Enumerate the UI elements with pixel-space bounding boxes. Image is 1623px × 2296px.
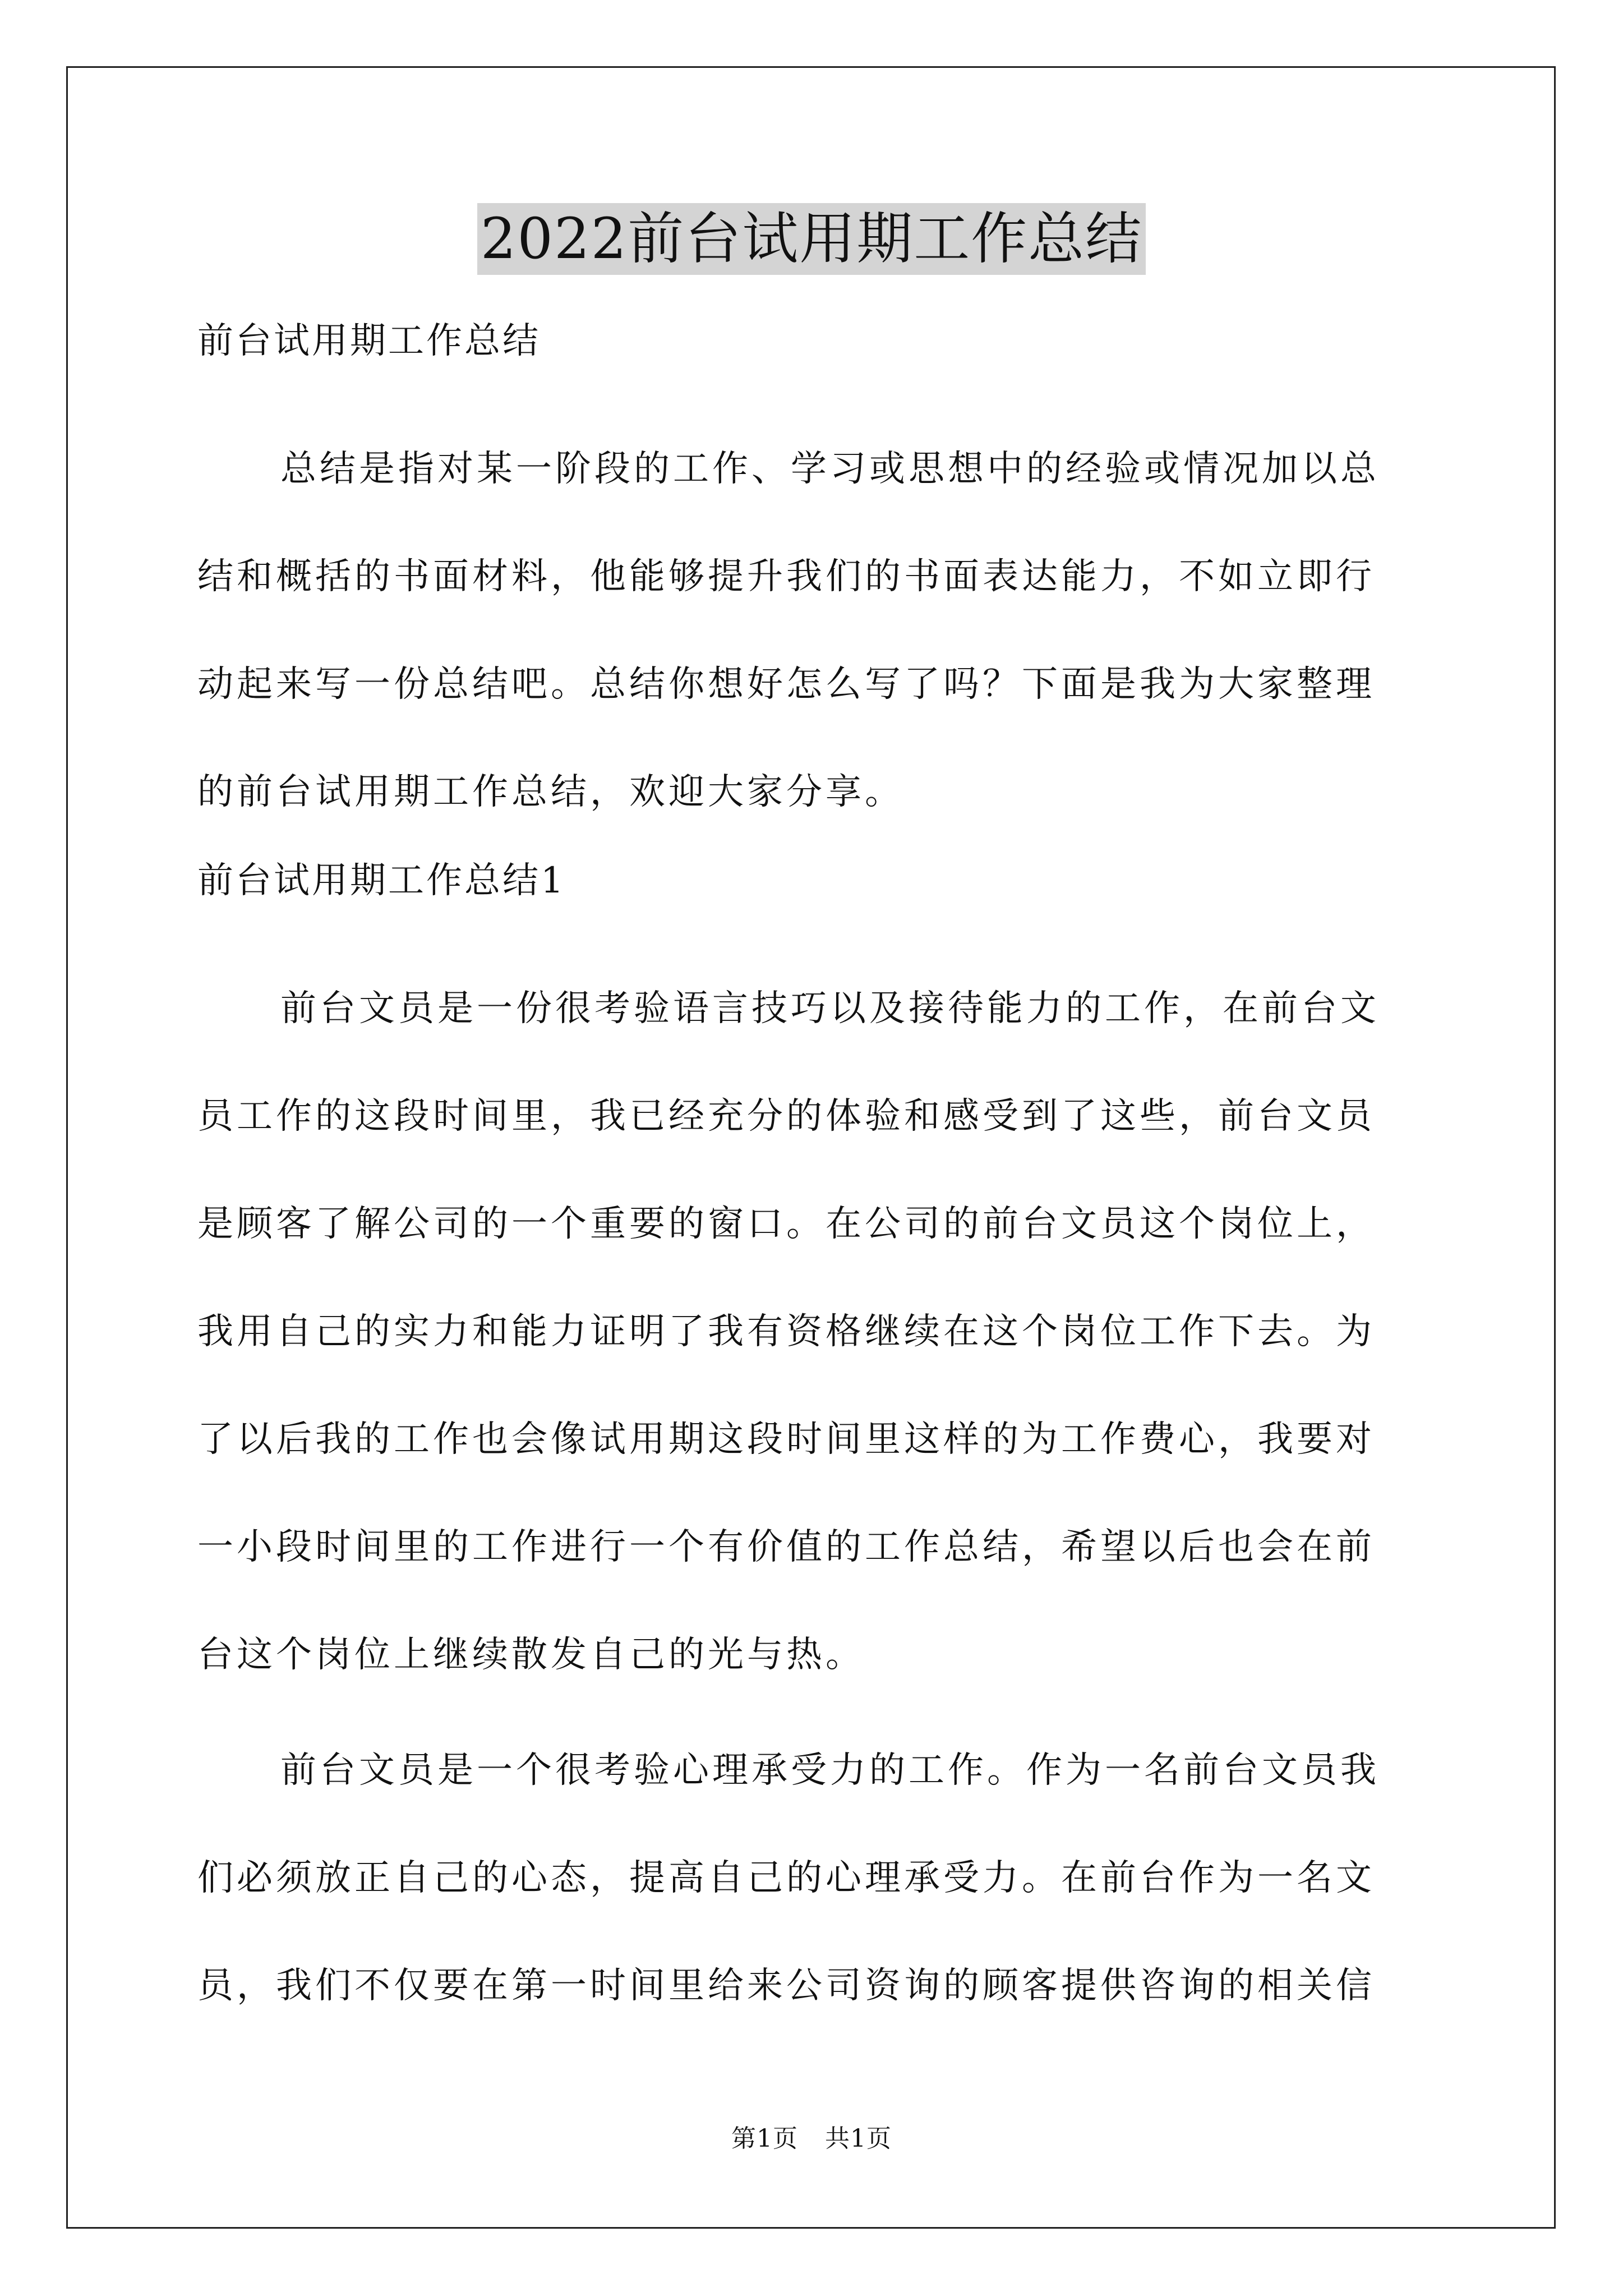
intro-line: 结和概括的书面材料，他能够提升我们的书面表达能力，不如立即行	[197, 556, 1375, 597]
paragraph-line: 一小段时间里的工作进行一个有价值的工作总结，希望以后也会在前	[197, 1526, 1375, 1568]
document-body	[197, 314, 1431, 2040]
paragraph-line: 台这个岗位上继续散发自己的光与热。	[197, 1634, 865, 1676]
intro-line: 的前台试用期工作总结，欢迎大家分享。	[197, 771, 904, 813]
intro-line: 总结是指对某一阶段的工作、学习或思想中的经验或情况加以总	[280, 448, 1380, 490]
page-total: 共1页	[825, 2124, 892, 2153]
subtitle-heading: 前台试用期工作总结	[197, 320, 541, 362]
section-heading: 前台试用期工作总结1	[197, 860, 566, 901]
paragraph-line: 是顾客了解公司的一个重要的窗口。在公司的前台文员这个岗位上，	[197, 1203, 1375, 1245]
paragraph-line: 我用自己的实力和能力证明了我有资格继续在这个岗位工作下去。为	[197, 1311, 1375, 1352]
paragraph-line: 了以后我的工作也会像试用期这段时间里这样的为工作费心，我要对	[197, 1419, 1375, 1460]
page-number: 第1页	[731, 2124, 798, 2153]
paragraph-line: 前台文员是一个很考验心理承受力的工作。作为一名前台文员我	[280, 1750, 1380, 1791]
paragraph-line: 们必须放正自己的心态，提高自己的心理承受力。在前台作为一名文	[197, 1857, 1375, 1899]
body-paragraph-2	[197, 1717, 1431, 2040]
body-paragraph-1	[197, 955, 1431, 1709]
paragraph-line: 前台文员是一份很考验语言技巧以及接待能力的工作，在前台文	[280, 988, 1380, 1029]
page-footer	[0, 2123, 1623, 2155]
intro-paragraph	[197, 415, 1431, 846]
paragraph-line: 员工作的这段时间里，我已经充分的体验和感受到了这些，前台文员	[197, 1096, 1375, 1137]
paragraph-line: 员，我们不仅要在第一时间里给来公司资询的顾客提供咨询的相关信	[197, 1965, 1375, 2007]
title-container	[0, 203, 1623, 275]
intro-line: 动起来写一份总结吧。总结你想好怎么写了吗？下面是我为大家整理	[197, 664, 1375, 705]
document-title: 2022前台试用期工作总结	[477, 203, 1146, 275]
